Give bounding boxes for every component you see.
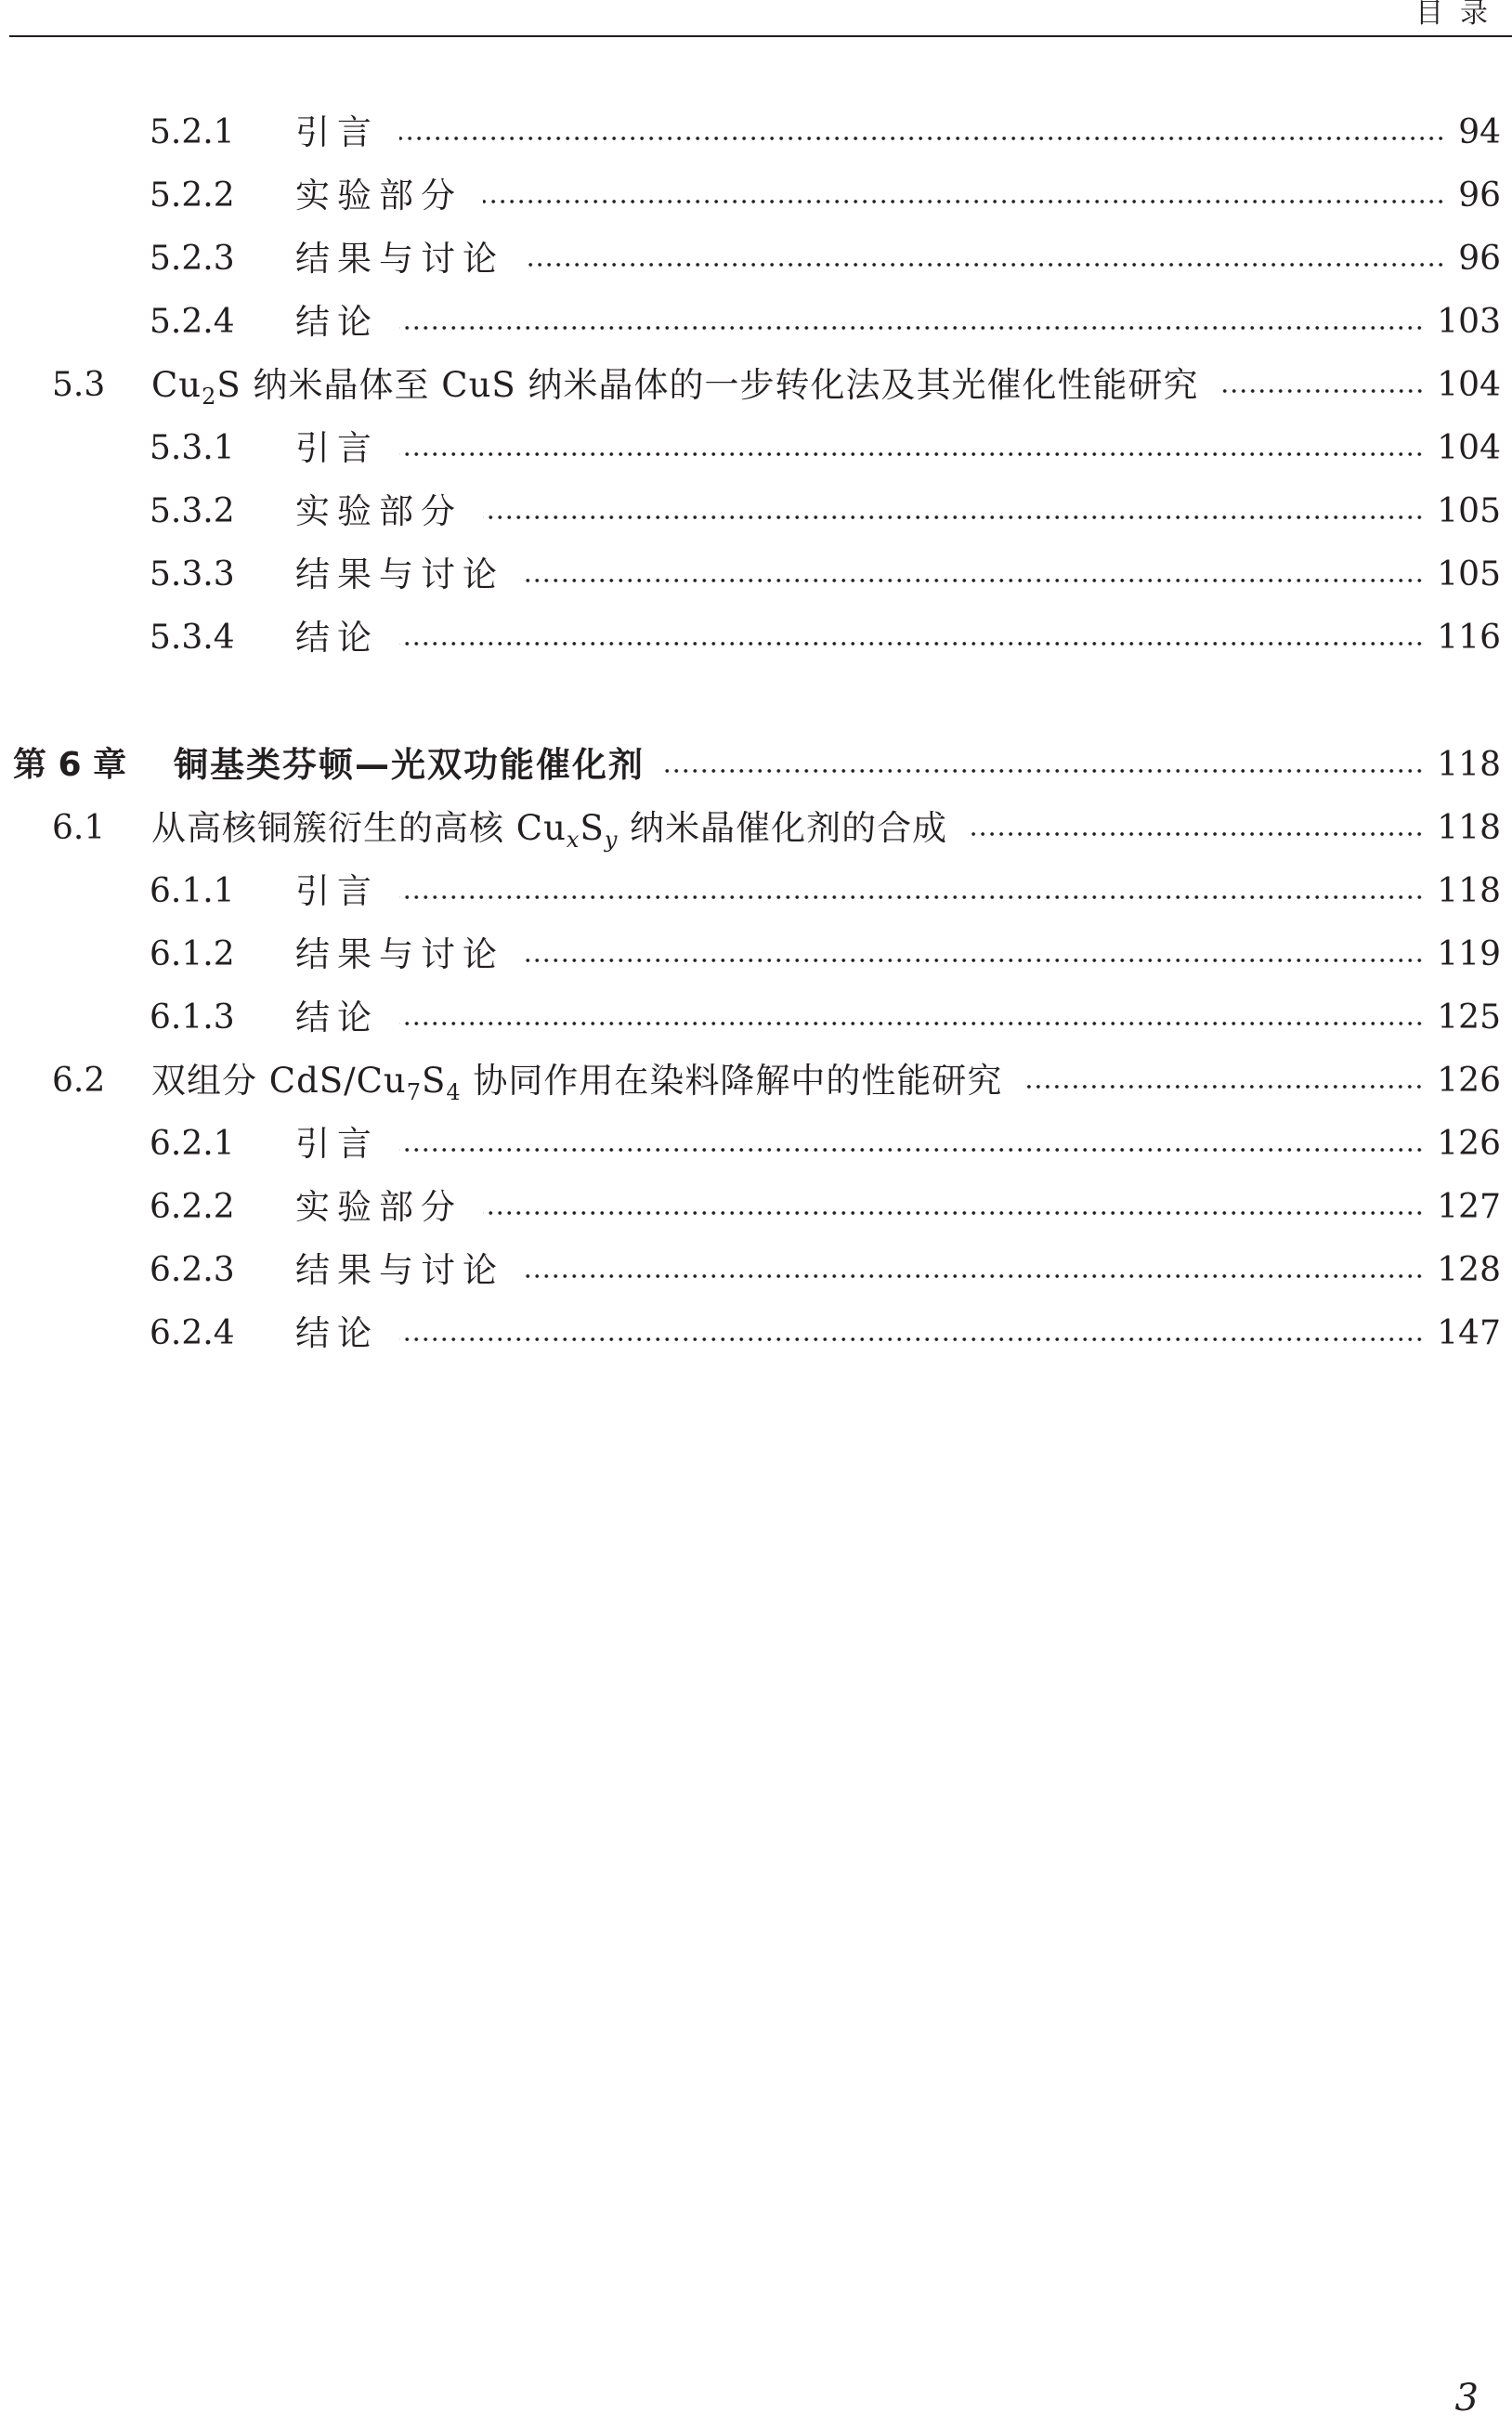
toc-entry[interactable] xyxy=(0,359,1512,411)
toc-entry[interactable] xyxy=(0,107,1512,159)
page-number: 96 xyxy=(1458,240,1501,278)
section-number: 6.1.1 xyxy=(150,872,235,910)
toc-entry[interactable] xyxy=(0,802,1512,854)
dot-leader xyxy=(399,866,1424,918)
chapter-title: 铜基类芬顿—光双功能催化剂 xyxy=(174,745,645,785)
section-number: 5.3 xyxy=(52,366,106,404)
dot-leader xyxy=(399,1308,1424,1360)
dot-leader xyxy=(483,486,1424,538)
section-title: 实验部分 xyxy=(295,1187,463,1227)
section-number: 6.2.2 xyxy=(150,1188,235,1226)
title-text: S 纳米晶体至 CuS 纳米晶体的一步转化法及其光催化性能研究 xyxy=(216,365,1199,405)
toc-entry[interactable] xyxy=(0,929,1512,981)
header-title: 目录 xyxy=(1415,0,1505,30)
section-title: 结果与讨论 xyxy=(295,554,504,594)
subscript: 7 xyxy=(406,1079,422,1105)
toc-entry[interactable] xyxy=(0,233,1512,285)
title-text: 协同作用在染料降解中的性能研究 xyxy=(461,1061,1003,1101)
section-title xyxy=(151,1055,1002,1118)
dot-leader xyxy=(483,1181,1424,1233)
page-number: 118 xyxy=(1437,746,1501,784)
page-number: 116 xyxy=(1437,619,1501,657)
toc-entry[interactable] xyxy=(0,1245,1512,1297)
section-number: 6.1 xyxy=(52,809,106,847)
dot-leader xyxy=(1219,359,1425,411)
section-title: 引言 xyxy=(295,871,379,911)
dot-leader xyxy=(399,612,1424,664)
page-number: 126 xyxy=(1437,1062,1501,1100)
toc-entry[interactable] xyxy=(0,866,1512,918)
page-number: 127 xyxy=(1437,1188,1501,1226)
toc-entry[interactable] xyxy=(0,1181,1512,1233)
dot-leader xyxy=(968,802,1424,854)
section-title: 实验部分 xyxy=(295,491,463,531)
title-text: 纳米晶催化剂的合成 xyxy=(618,808,948,848)
title-text: 从高核铜簇衍生的高核 Cu xyxy=(151,808,567,848)
section-title: 结论 xyxy=(295,302,379,342)
page-number: 125 xyxy=(1437,998,1501,1037)
dot-leader xyxy=(399,296,1424,348)
page-number: 103 xyxy=(1437,303,1501,341)
page-number: 128 xyxy=(1437,1251,1501,1289)
dot-leader xyxy=(399,107,1445,159)
toc-chapter-entry[interactable] xyxy=(0,739,1512,791)
subscript: x xyxy=(566,827,580,853)
page-number: 118 xyxy=(1437,872,1501,910)
section-number: 5.3.1 xyxy=(150,429,235,467)
toc-entry[interactable] xyxy=(0,423,1512,475)
toc-entry[interactable] xyxy=(0,1055,1512,1107)
section-number: 5.3.3 xyxy=(150,555,235,593)
section-title xyxy=(151,802,947,866)
chapter-number: 第 6 章 xyxy=(13,746,127,784)
section-title: 结果与讨论 xyxy=(295,239,504,279)
section-title xyxy=(151,359,1199,423)
section-number: 5.2.2 xyxy=(150,176,235,215)
title-text: S xyxy=(580,808,605,848)
section-number: 6.1.3 xyxy=(150,998,235,1037)
toc-entry[interactable] xyxy=(0,612,1512,664)
section-title: 结论 xyxy=(295,618,379,658)
dot-leader xyxy=(525,929,1424,981)
page-number: 147 xyxy=(1437,1314,1501,1352)
page-number: 104 xyxy=(1437,429,1501,467)
section-number: 6.2.1 xyxy=(150,1125,235,1163)
page-number: 94 xyxy=(1458,113,1501,151)
toc-entry[interactable] xyxy=(0,1308,1512,1360)
title-text: Cu xyxy=(151,365,202,405)
dot-leader xyxy=(1023,1055,1424,1107)
title-text: 双组分 CdS/Cu xyxy=(151,1061,407,1101)
dot-leader xyxy=(399,423,1424,475)
toc-entry[interactable] xyxy=(0,170,1512,222)
section-title: 结果与讨论 xyxy=(295,1250,504,1290)
running-header xyxy=(9,0,1512,37)
section-title: 引言 xyxy=(295,112,379,152)
section-number: 5.3.2 xyxy=(150,492,235,530)
dot-leader xyxy=(399,1118,1424,1170)
toc-entry[interactable] xyxy=(0,296,1512,348)
dot-leader xyxy=(483,170,1445,222)
page-number: 118 xyxy=(1437,809,1501,847)
page-number: 105 xyxy=(1437,492,1501,530)
dot-leader xyxy=(525,549,1424,601)
page-number: 105 xyxy=(1437,555,1501,593)
section-number: 5.2.3 xyxy=(150,240,235,278)
section-number: 5.2.4 xyxy=(150,303,235,341)
section-number: 5.3.4 xyxy=(150,619,235,657)
subscript: 2 xyxy=(202,384,217,410)
page-number: 119 xyxy=(1437,935,1501,973)
section-number: 5.2.1 xyxy=(150,113,235,151)
dot-leader xyxy=(665,739,1424,791)
section-number: 6.2 xyxy=(52,1062,106,1100)
section-title: 结论 xyxy=(295,998,379,1037)
section-title: 结果与讨论 xyxy=(295,934,504,974)
section-title: 引言 xyxy=(295,1124,379,1164)
page-number: 104 xyxy=(1437,366,1501,404)
page-folio: 3 xyxy=(1454,2377,1479,2419)
section-number: 6.2.3 xyxy=(150,1251,235,1289)
dot-leader xyxy=(525,1245,1424,1297)
page-number: 96 xyxy=(1458,176,1501,215)
dot-leader xyxy=(525,233,1445,285)
toc-entry[interactable] xyxy=(0,549,1512,601)
section-number: 6.2.4 xyxy=(150,1314,235,1352)
toc-entry[interactable] xyxy=(0,1118,1512,1170)
dot-leader xyxy=(399,992,1424,1044)
page-number: 126 xyxy=(1437,1125,1501,1163)
subscript: 4 xyxy=(446,1079,462,1105)
section-title: 结论 xyxy=(295,1313,379,1353)
section-number: 6.1.2 xyxy=(150,935,235,973)
toc-entry[interactable] xyxy=(0,486,1512,538)
title-text: S xyxy=(422,1061,447,1101)
section-title: 实验部分 xyxy=(295,176,463,215)
section-title: 引言 xyxy=(295,428,379,468)
toc-entry[interactable] xyxy=(0,992,1512,1044)
subscript: y xyxy=(604,827,619,853)
